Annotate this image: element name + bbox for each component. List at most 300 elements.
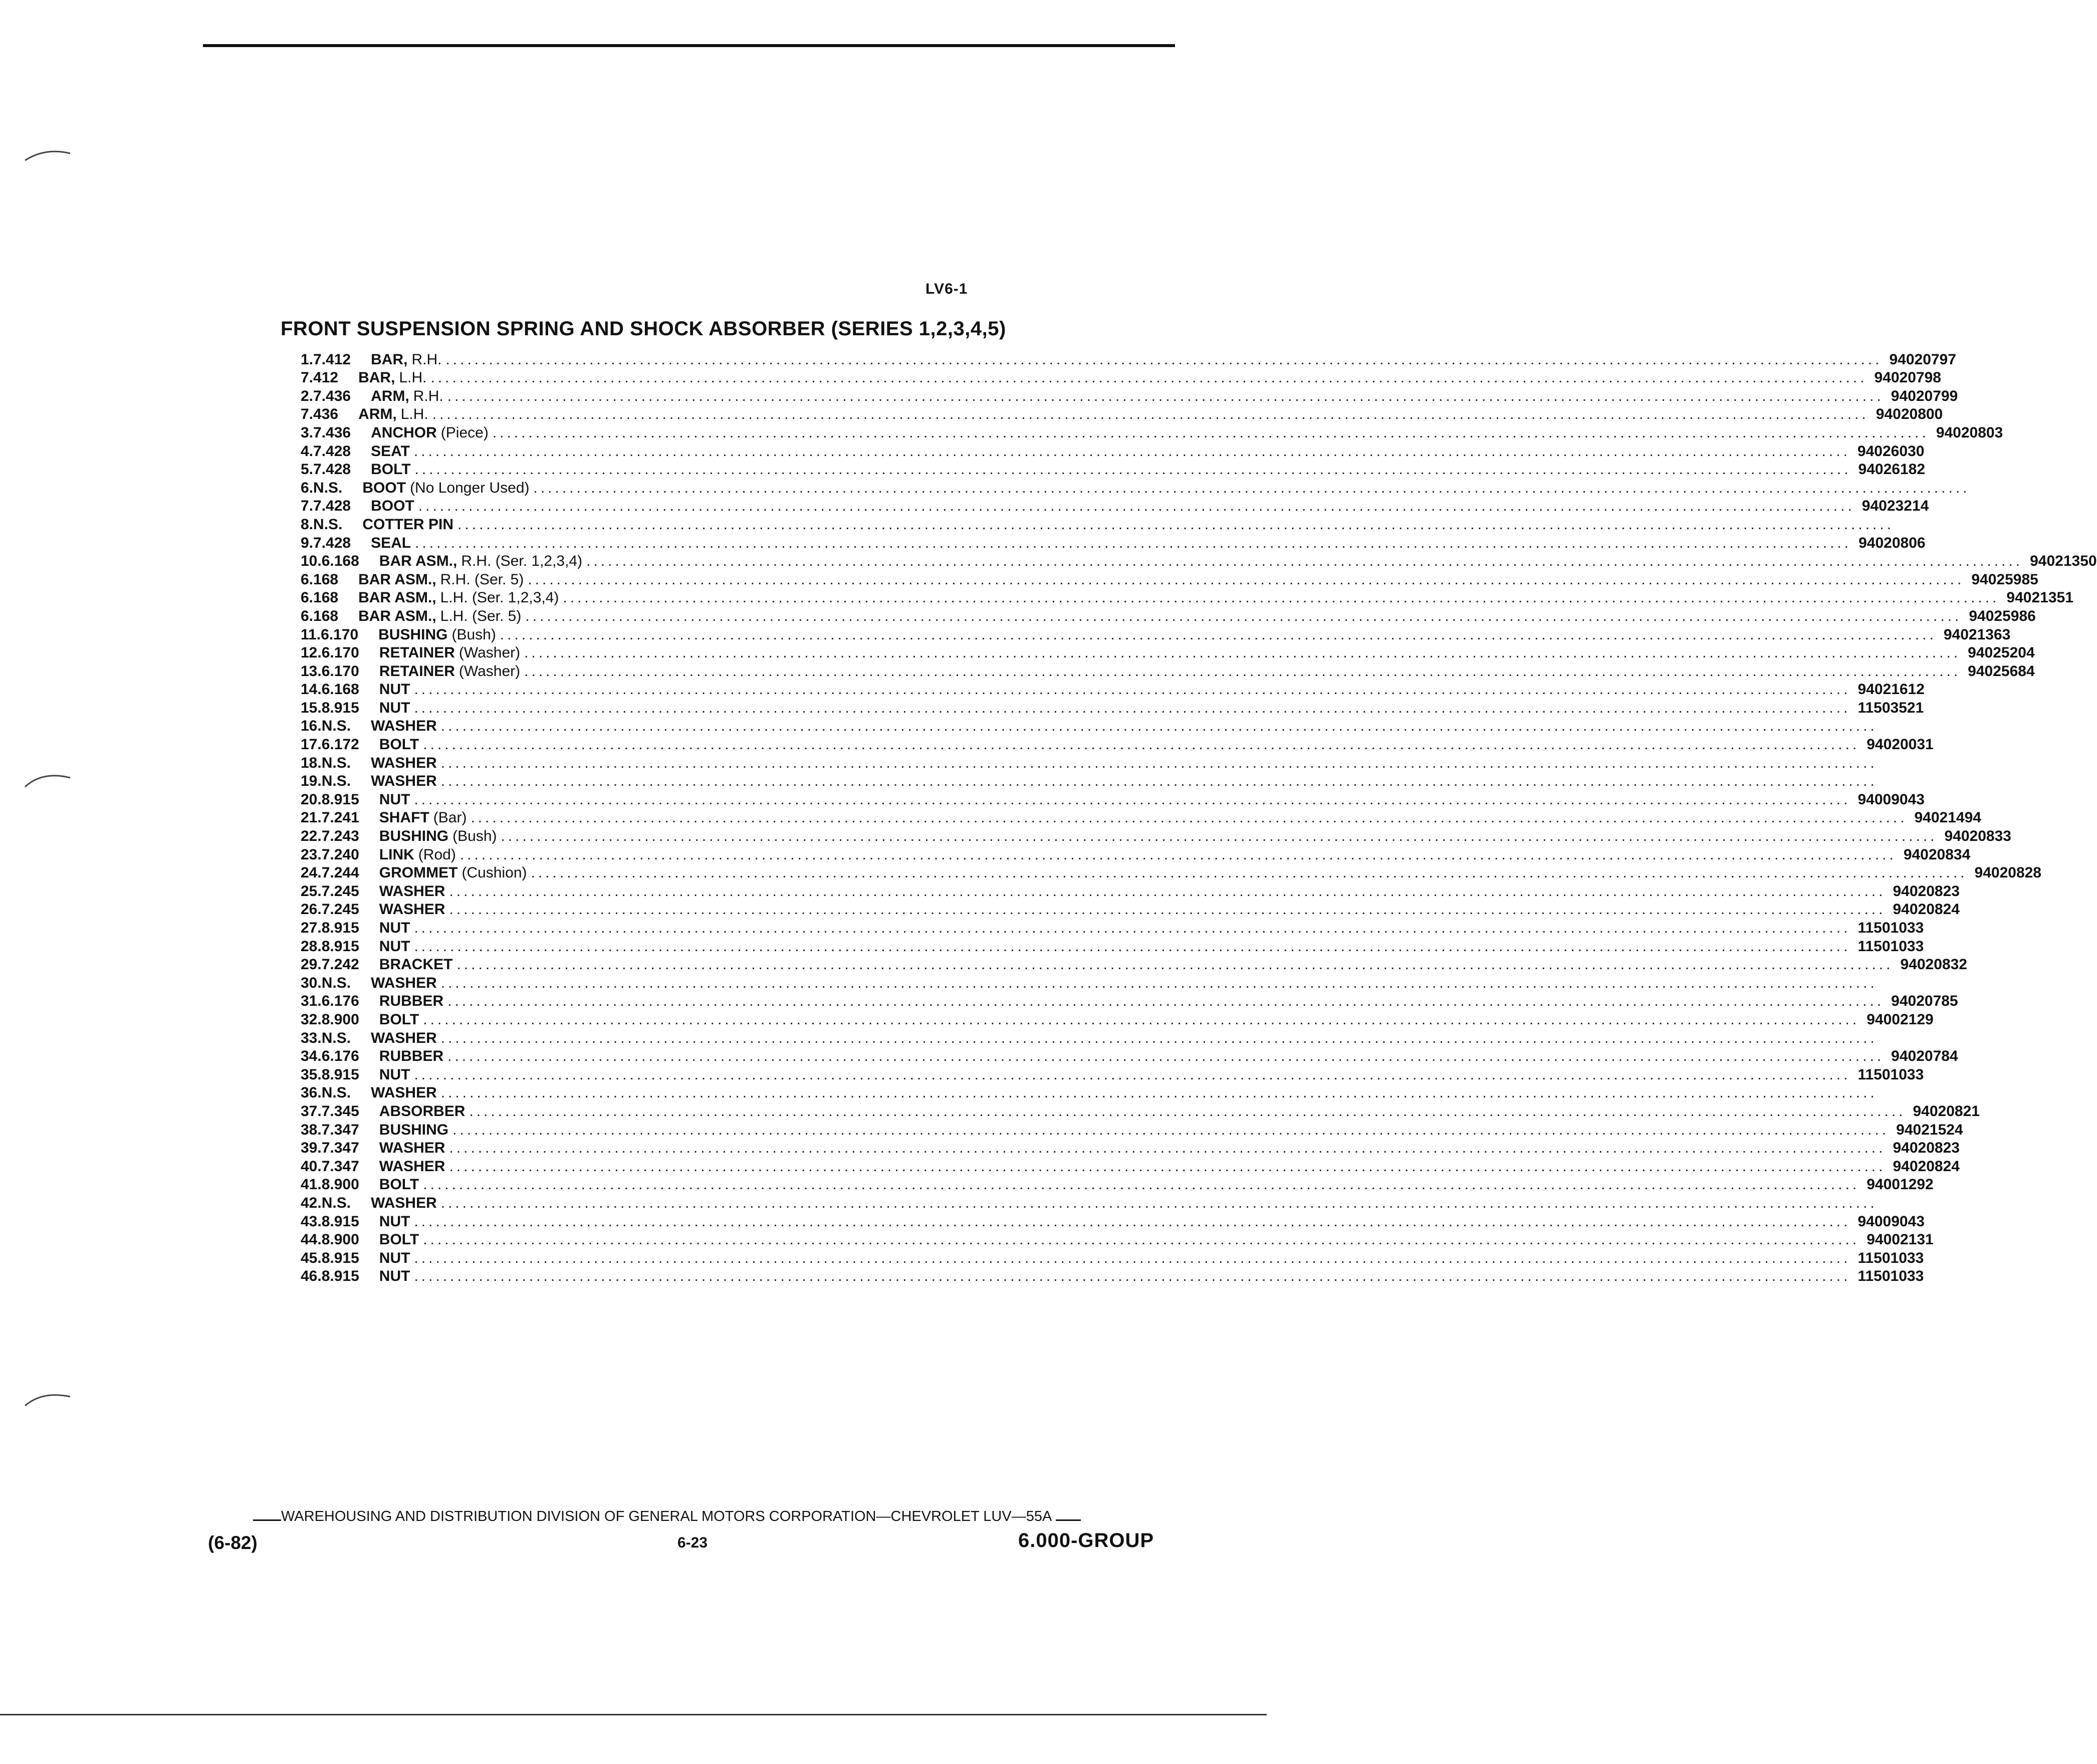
ref-number: 34.	[301, 1048, 322, 1065]
group-number: 7.436	[301, 406, 339, 423]
ref-number: 11.	[301, 626, 321, 643]
part-name: NUT	[379, 1066, 410, 1083]
part-number: 94020832	[1900, 956, 1967, 973]
parts-row	[301, 955, 1967, 974]
part-note: (Washer)	[458, 644, 521, 662]
part-description	[379, 883, 1893, 900]
group-number: 7.245	[321, 901, 359, 918]
group-number: 6.168	[321, 681, 359, 698]
ref-number: 41.	[301, 1176, 322, 1193]
ref-number: 24.	[301, 864, 322, 881]
part-number: 94001292	[1867, 1176, 1934, 1193]
part-number: 94026182	[1858, 461, 1926, 478]
part-name: NUT	[379, 1268, 410, 1285]
parts-row	[301, 442, 1925, 460]
part-description	[371, 424, 1936, 442]
part-description	[379, 901, 1893, 918]
part-description	[379, 1066, 1858, 1083]
footer-group-code: 6.000-GROUP	[1018, 1529, 1154, 1552]
group-number: 7.428	[313, 534, 351, 551]
group-number: 6.168	[321, 553, 359, 570]
parts-row	[301, 460, 1926, 479]
part-description	[358, 369, 1874, 386]
ref-number: 45.	[301, 1249, 322, 1266]
footer-dash-left	[253, 1519, 281, 1521]
parts-row	[301, 643, 2035, 662]
part-number: 11501033	[1857, 1249, 1924, 1266]
leader-dots: ........................................................................................................................................................................................................	[430, 369, 1868, 386]
ref-number: 36.	[301, 1084, 322, 1101]
part-note: (Bush)	[451, 626, 496, 643]
parts-row	[301, 1010, 1934, 1028]
part-name: WASHER	[371, 718, 437, 735]
group-number: 8.915	[321, 1066, 359, 1083]
leader-dots: ........................................................................................................................................................................................................	[440, 718, 1878, 735]
part-description	[379, 920, 1858, 937]
ref-number: 5.	[301, 461, 314, 478]
group-number: 6.168	[301, 589, 339, 606]
part-description	[371, 975, 1885, 992]
ref-number: 12.	[301, 644, 322, 662]
group-number: 8.915	[321, 791, 359, 808]
group-number: N.S.	[321, 754, 351, 771]
part-number: 94020823	[1893, 883, 1960, 900]
ref-number: 9.	[301, 534, 314, 551]
part-note: L.H.	[400, 406, 428, 423]
part-number: 94025986	[1969, 607, 2036, 624]
parts-row	[301, 973, 1878, 992]
leader-dots: ........................................................................................................................................................................................................	[457, 516, 1895, 533]
leader-dots: ........................................................................................................................................................................................................	[524, 644, 1961, 662]
part-number: 94021363	[1943, 626, 2011, 643]
group-number: 7.347	[321, 1140, 359, 1157]
part-name: NUT	[379, 681, 410, 698]
leader-dots: ........................................................................................................................................................................................................	[449, 901, 1886, 918]
leader-dots: ........................................................................................................................................................................................................	[414, 1066, 1851, 1083]
leader-dots: ........................................................................................................................................................................................................	[469, 1102, 1906, 1120]
ref-number: 15.	[301, 699, 322, 716]
part-number: 94020784	[1891, 1048, 1958, 1065]
ref-number: 8.	[301, 516, 314, 533]
leader-dots: ........................................................................................................................................................................................................	[525, 607, 1962, 624]
part-name: SEAT	[371, 443, 410, 460]
parts-row	[301, 350, 1956, 368]
ref-number: 19.	[301, 773, 322, 790]
part-description	[378, 626, 1944, 643]
part-name: BRACKET	[379, 956, 453, 973]
part-description	[379, 1158, 1893, 1175]
leader-dots: ........................................................................................................................................................................................................	[440, 1084, 1878, 1101]
parts-row	[301, 588, 2073, 607]
ref-number: 1.	[301, 351, 314, 368]
part-description	[379, 1103, 1913, 1120]
part-name: RUBBER	[379, 993, 444, 1010]
part-note: (Washer)	[458, 663, 521, 680]
part-description	[379, 1048, 1891, 1065]
part-name: WASHER	[379, 1158, 445, 1175]
part-number: 94020799	[1891, 387, 1958, 404]
part-name: ARM,	[358, 406, 397, 423]
part-name: NUT	[379, 699, 410, 716]
part-number: 11501033	[1857, 938, 1924, 955]
parts-row	[301, 552, 2097, 570]
parts-row	[301, 845, 1971, 863]
part-description	[371, 773, 1885, 790]
bottom-rule	[0, 1714, 1267, 1715]
part-description	[379, 644, 1968, 662]
ref-number: 30.	[301, 974, 322, 991]
ref-number: 22.	[301, 828, 322, 845]
part-name: ABSORBER	[379, 1102, 465, 1120]
part-description	[379, 700, 1858, 717]
part-description	[379, 828, 1945, 845]
parts-row	[301, 1101, 1980, 1120]
ref-number: 40.	[301, 1158, 322, 1175]
part-name: RETAINER	[379, 644, 455, 662]
part-description	[371, 1084, 1885, 1101]
group-number: 8.900	[321, 1176, 359, 1193]
group-number: 7.412	[301, 369, 339, 386]
leader-dots: ........................................................................................................................................................................................................	[414, 461, 1851, 478]
top-rule	[203, 44, 1175, 47]
group-number: 6.170	[321, 663, 359, 680]
part-description	[379, 1140, 1893, 1157]
part-number: 94020821	[1913, 1102, 1980, 1120]
ref-number: 33.	[301, 1029, 322, 1046]
part-name: BOLT	[379, 1231, 419, 1248]
leader-dots: ........................................................................................................................................................................................................	[423, 1176, 1860, 1193]
leader-dots: ........................................................................................................................................................................................................	[459, 846, 1897, 863]
ref-number: 37.	[301, 1102, 322, 1120]
part-name: WASHER	[371, 1084, 437, 1101]
part-number: 94002129	[1867, 1011, 1934, 1028]
group-number: 8.915	[321, 920, 359, 936]
leader-dots: ........................................................................................................................................................................................................	[447, 1048, 1885, 1065]
part-name: WASHER	[379, 883, 445, 900]
group-number: N.S.	[313, 479, 343, 496]
binder-hole-mark-top	[20, 145, 75, 175]
ref-number: 16.	[301, 718, 322, 735]
part-name: BOOT	[362, 479, 406, 496]
part-description	[371, 388, 1891, 405]
parts-row	[301, 680, 1925, 699]
parts-row	[301, 497, 1929, 515]
page-title: FRONT SUSPENSION SPRING AND SHOCK ABSORBER (SERIES 1,2,3,4,5)	[281, 318, 1006, 340]
ref-number: 2.	[301, 387, 314, 404]
parts-row	[301, 1175, 1934, 1194]
parts-row	[301, 1157, 1960, 1175]
ref-number: 35.	[301, 1066, 322, 1083]
ref-number: 46.	[301, 1268, 322, 1285]
leader-dots: ........................................................................................................................................................................................................	[447, 387, 1884, 404]
part-description	[371, 535, 1858, 552]
ref-number: 42.	[301, 1194, 322, 1211]
part-name: NUT	[379, 920, 410, 936]
parts-row	[301, 772, 1878, 790]
leader-dots: ........................................................................................................................................................................................................	[456, 956, 1894, 973]
part-number: 94020806	[1858, 534, 1926, 551]
parts-row	[301, 533, 1926, 552]
leader-dots: ........................................................................................................................................................................................................	[531, 864, 1968, 881]
part-number: 94025204	[1968, 644, 2035, 662]
group-number: 8.915	[321, 938, 359, 955]
parts-row	[301, 790, 1925, 808]
part-name: BAR ASM.,	[358, 571, 436, 588]
part-name: SHAFT	[379, 809, 429, 826]
leader-dots: ........................................................................................................................................................................................................	[414, 920, 1851, 936]
part-description	[362, 516, 1901, 533]
part-number: 94009043	[1857, 791, 1925, 808]
ref-number: 39.	[301, 1140, 322, 1157]
parts-row	[301, 423, 2003, 442]
ref-number: 18.	[301, 754, 322, 771]
ref-number: 6.	[301, 479, 314, 496]
leader-dots: ........................................................................................................................................................................................................	[471, 809, 1908, 826]
parts-row	[301, 1212, 1925, 1230]
leader-dots: ........................................................................................................................................................................................................	[418, 498, 1855, 515]
part-number: 94020823	[1893, 1140, 1960, 1157]
part-description	[379, 809, 1915, 826]
part-description	[379, 938, 1858, 955]
part-name: WASHER	[379, 901, 445, 918]
group-number: 7.428	[313, 498, 351, 515]
part-description	[379, 791, 1858, 808]
leader-dots: ........................................................................................................................................................................................................	[501, 828, 1938, 845]
parts-row	[301, 826, 2011, 845]
part-note: (Rod)	[418, 846, 456, 863]
part-description	[379, 993, 1891, 1010]
part-name: NUT	[379, 791, 410, 808]
footer-publisher-line	[253, 1508, 1170, 1525]
parts-row	[301, 918, 1924, 937]
leader-dots: ........................................................................................................................................................................................................	[413, 443, 1850, 460]
group-number: N.S.	[321, 1029, 351, 1046]
leader-dots: ........................................................................................................................................................................................................	[414, 1268, 1851, 1285]
leader-dots: ........................................................................................................................................................................................................	[414, 681, 1851, 698]
group-number: 6.176	[321, 1048, 359, 1065]
part-name: NUT	[379, 1213, 410, 1230]
part-name: BOLT	[379, 1176, 419, 1193]
leader-dots: ........................................................................................................................................................................................................	[423, 1011, 1860, 1028]
part-name: BOLT	[379, 1011, 419, 1028]
group-number: 7.241	[321, 809, 359, 826]
leader-dots: ........................................................................................................................................................................................................	[500, 626, 1937, 643]
part-name: RETAINER	[379, 663, 455, 680]
part-name: BAR ASM.,	[358, 607, 436, 624]
part-description	[358, 406, 1876, 423]
group-number: 6.170	[321, 626, 359, 643]
group-number: 8.915	[321, 1213, 359, 1230]
part-name: LINK	[379, 846, 414, 863]
parts-row	[301, 1083, 1878, 1102]
part-number: 94020824	[1893, 901, 1960, 918]
part-number: 94020834	[1903, 846, 1971, 863]
leader-dots: ........................................................................................................................................................................................................	[440, 1194, 1878, 1211]
part-description	[379, 1250, 1858, 1267]
footer-date: (6-82)	[208, 1532, 258, 1553]
part-description	[379, 956, 1901, 973]
part-name: GROMMET	[379, 864, 458, 881]
part-name: WASHER	[371, 773, 437, 790]
parts-row	[301, 881, 1960, 900]
ref-number: 43.	[301, 1213, 322, 1230]
group-number: 7.428	[313, 461, 351, 478]
leader-dots: ........................................................................................................................................................................................................	[440, 974, 1878, 991]
group-number: 7.347	[321, 1158, 359, 1175]
group-number: 7.428	[313, 443, 351, 460]
part-note: (Cushion)	[461, 864, 527, 881]
leader-dots: ........................................................................................................................................................................................................	[415, 534, 1852, 551]
group-number: 8.915	[321, 1249, 359, 1266]
part-name: WASHER	[371, 974, 437, 991]
part-number: 94021350	[2030, 553, 2097, 570]
part-description	[379, 864, 1975, 881]
leader-dots: ........................................................................................................................................................................................................	[440, 773, 1878, 790]
leader-dots: ........................................................................................................................................................................................................	[449, 1158, 1886, 1175]
parts-row	[301, 1193, 1878, 1212]
part-number: 11501033	[1857, 920, 1924, 936]
part-number: 94021494	[1914, 809, 1981, 826]
leader-dots: ........................................................................................................................................................................................................	[563, 589, 2000, 606]
group-number: N.S.	[321, 974, 351, 991]
parts-row	[301, 863, 2041, 882]
part-name: ANCHOR	[371, 424, 437, 441]
parts-row	[301, 1047, 1958, 1065]
parts-row	[301, 753, 1878, 772]
group-number: 6.168	[301, 571, 339, 588]
ref-number: 23.	[301, 846, 322, 863]
leader-dots: ........................................................................................................................................................................................................	[524, 663, 1961, 680]
leader-dots: ........................................................................................................................................................................................................	[533, 479, 1970, 496]
leader-dots: ........................................................................................................................................................................................................	[423, 736, 1860, 753]
ref-number: 4.	[301, 443, 314, 460]
part-note: L.H.	[399, 369, 427, 386]
parts-row	[301, 900, 1960, 919]
part-description	[371, 443, 1857, 460]
group-number: 7.412	[313, 351, 351, 368]
group-number: N.S.	[313, 516, 343, 533]
footer-dash-right	[1056, 1519, 1081, 1521]
part-description	[362, 480, 1977, 497]
page-code: LV6-1	[925, 281, 968, 297]
part-description	[371, 1030, 1885, 1047]
part-number: 94020785	[1891, 993, 1958, 1010]
group-number: 7.347	[321, 1121, 359, 1138]
part-description	[371, 498, 1862, 515]
part-number: 94020803	[1936, 424, 2003, 441]
part-number: 94020833	[1944, 828, 2011, 845]
group-number: 7.345	[321, 1102, 359, 1120]
group-number: 6.168	[301, 607, 339, 624]
part-name: WASHER	[371, 1029, 437, 1046]
part-name: NUT	[379, 938, 410, 955]
parts-row	[301, 1065, 1924, 1083]
leader-dots: ........................................................................................................................................................................................................	[445, 351, 1883, 368]
parts-row	[301, 808, 1981, 827]
leader-dots: ........................................................................................................................................................................................................	[492, 424, 1929, 441]
leader-dots: ........................................................................................................................................................................................................	[414, 791, 1851, 808]
part-description	[358, 589, 2006, 606]
parts-row	[301, 1248, 1924, 1267]
ref-number: 27.	[301, 920, 322, 936]
ref-number: 38.	[301, 1121, 322, 1138]
part-name: RUBBER	[379, 1048, 444, 1065]
part-number: 94023214	[1861, 498, 1929, 515]
part-description	[379, 1268, 1858, 1285]
part-name: COTTER PIN	[362, 516, 454, 533]
leader-dots: ........................................................................................................................................................................................................	[449, 1140, 1886, 1157]
leader-dots: ........................................................................................................................................................................................................	[440, 1029, 1878, 1046]
part-number: 94021612	[1857, 681, 1925, 698]
ref-number: 32.	[301, 1011, 322, 1028]
part-note: L.H. (Ser. 1,2,3,4)	[440, 589, 559, 606]
group-number: 8.915	[321, 1268, 359, 1285]
leader-dots: ........................................................................................................................................................................................................	[414, 938, 1851, 955]
part-number: 11501033	[1857, 1268, 1924, 1285]
group-number: 8.915	[321, 699, 359, 716]
part-description	[379, 1122, 1896, 1139]
parts-row	[301, 478, 1970, 497]
part-name: NUT	[379, 1249, 410, 1266]
parts-row	[301, 662, 2035, 680]
ref-number: 17.	[301, 736, 322, 753]
parts-row	[301, 625, 2011, 643]
ref-number: 14.	[301, 681, 322, 698]
binder-hole-mark-bottom	[20, 1386, 75, 1416]
footer-publisher-text: WAREHOUSING AND DISTRIBUTION DIVISION OF GENERAL MOTORS CORPORATION—CHEVROLET LUV—55A	[281, 1508, 1052, 1524]
part-number: 94025985	[1971, 571, 2038, 588]
parts-row	[301, 386, 1958, 405]
parts-row	[301, 368, 1941, 387]
ref-number: 3.	[301, 424, 314, 441]
part-number: 94025684	[1968, 663, 2035, 680]
leader-dots: ........................................................................................................................................................................................................	[414, 1213, 1851, 1230]
part-note: (No Longer Used)	[410, 479, 530, 496]
part-number: 94021351	[2006, 589, 2073, 606]
ref-number: 29.	[301, 956, 322, 973]
part-name: BOLT	[371, 461, 411, 478]
part-name: SEAL	[371, 534, 411, 551]
ref-number: 31.	[301, 993, 322, 1010]
part-description	[371, 461, 1858, 478]
part-note: (Bar)	[433, 809, 467, 826]
part-description	[379, 553, 2030, 570]
part-note: L.H. (Ser. 5)	[440, 607, 522, 624]
part-description	[379, 1011, 1867, 1028]
part-name: WASHER	[371, 1194, 437, 1211]
ref-number: 10.	[301, 553, 322, 570]
group-number: 7.245	[321, 883, 359, 900]
parts-row	[301, 698, 1924, 717]
part-description	[379, 1213, 1858, 1230]
group-number: 6.176	[321, 993, 359, 1010]
ref-number: 13.	[301, 663, 322, 680]
part-name: BUSHING	[378, 626, 448, 643]
part-note: (Piece)	[440, 424, 489, 441]
part-name: BUSHING	[379, 828, 449, 845]
part-name: BOLT	[379, 736, 419, 753]
part-name: BAR ASM.,	[379, 553, 457, 570]
part-description	[371, 755, 1885, 772]
group-number: N.S.	[321, 773, 351, 790]
ref-number: 28.	[301, 938, 322, 955]
leader-dots: ........................................................................................................................................................................................................	[586, 553, 2023, 570]
part-number: 94020828	[1974, 864, 2041, 881]
ref-number: 26.	[301, 901, 322, 918]
group-number: 7.240	[321, 846, 359, 863]
part-name: BAR,	[358, 369, 395, 386]
part-description	[358, 608, 1969, 625]
